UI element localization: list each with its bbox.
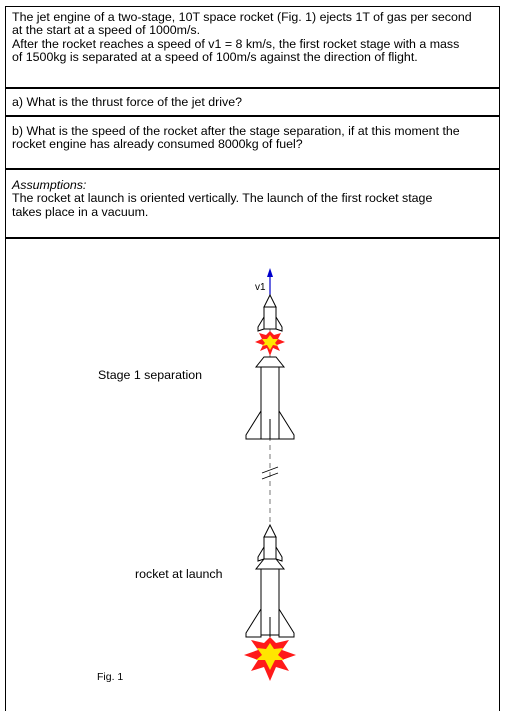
intro-line: of 1500kg is separated at a speed of 100m/s against the direction of flight.	[12, 50, 418, 65]
question-b	[5, 116, 500, 169]
question-b-line: b) What is the speed of the rocket after the stage separation, if at this moment the	[12, 124, 460, 138]
velocity-label: v1	[255, 282, 266, 293]
launch-label: rocket at launch	[135, 567, 223, 581]
problem-statement	[5, 6, 500, 88]
question-a	[5, 88, 500, 116]
stage-separation-label: Stage 1 separation	[98, 368, 203, 382]
figure-panel	[5, 238, 500, 711]
launch-rocket	[246, 525, 294, 637]
separated-stage-1	[246, 357, 294, 439]
assumptions-line: takes place in a vacuum.	[12, 204, 149, 219]
launch-flame	[244, 637, 296, 681]
intro-line: The jet engine of a two-stage, 10T space rocket (Fig. 1) ejects 1T of gas per second	[12, 10, 472, 24]
question-a-text: a) What is the thrust force of the jet drive?	[12, 95, 243, 109]
assumptions-line: The rocket at launch is oriented vertically. The launch of the first rocket stage	[12, 191, 433, 206]
figure-caption: Fig. 1	[97, 671, 124, 683]
upper-stage-2	[258, 295, 282, 331]
velocity-arrow	[267, 268, 273, 295]
upper-flame	[255, 331, 285, 356]
assumptions	[5, 169, 500, 238]
rocket-diagram	[6, 239, 501, 712]
question-b-line: rocket engine has already consumed 8000kg of fuel?	[12, 137, 303, 152]
intro-line: at the start at a speed of 1000m/s.	[12, 23, 201, 38]
intro-line: After the rocket reaches a speed of v1 = 8 km/s, the first rocket stage with a mass	[12, 36, 460, 51]
assumptions-heading: Assumptions:	[12, 178, 87, 192]
